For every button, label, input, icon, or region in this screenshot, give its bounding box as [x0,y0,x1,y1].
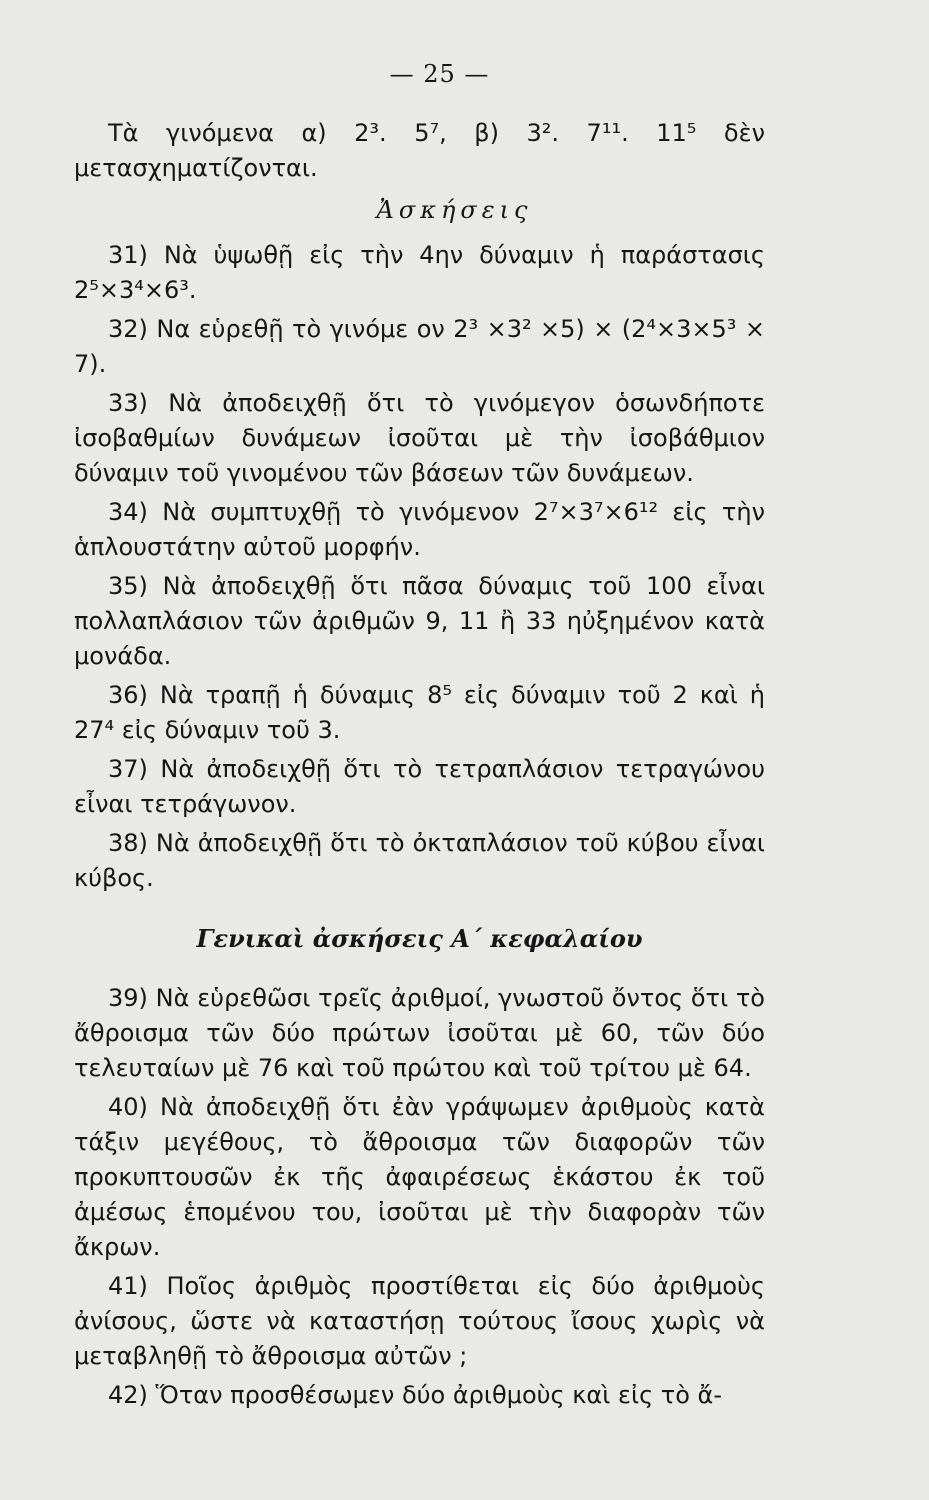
exercise-number: 39) [108,984,148,1012]
intro-paragraph [74,116,765,186]
exercise-39 [74,981,765,1086]
exercise-number: 42) [108,1381,148,1409]
exercise-text: Νὰ ἀποδειχθῇ ὅτι τὸ τετραπλάσιον τετραγώνου εἶναι τετράγωνον. [74,755,765,818]
exercise-34 [74,495,765,565]
exercise-text: Νὰ ἀποδειχθῇ ὅτι πᾶσα δύναμις τοῦ 100 εἶναι πολλαπλάσιον τῶν ἀριθμῶν 9, 11 ἢ 33 ηὐξημένον κατὰ μονάδα. [74,572,765,670]
exercise-number: 31) [108,241,148,269]
exercise-33 [74,386,765,491]
exercise-text: Ὅταν προσθέσωμεν δύο ἀριθμοὺς καὶ εἰς τὸ ἄ- [155,1381,723,1409]
exercise-text: Νὰ ἀποδειχθῇ ὅτι ἐὰν γράψωμεν ἀριθμοὺς κατὰ τάξιν μεγέθους, τὸ ἄθροισμα τῶν διαφορῶν τῶν προκυπτουσῶν ἐκ τῆς ἀφαιρέσεως ἑκάστου ἐκ τοῦ ἀμέσως ἑπομένου του, ἰσοῦται μὲ τὴν διαφορὰν τῶν ἄκρων. [74,1093,765,1261]
exercise-text: Νὰ τραπῇ ἡ δύναμις 8⁵ εἰς δύναμιν τοῦ 2 καὶ ἡ 27⁴ εἰς δύναμιν τοῦ 3. [74,681,765,744]
exercise-37 [74,752,765,822]
page-number: — 25 — [389,60,490,88]
exercise-36 [74,678,765,748]
exercise-text: Νὰ συμπτυχθῇ τὸ γινόμενον 2⁷×3⁷×6¹² εἰς τὴν ἁπλουστάτην αὐτοῦ μορφήν. [74,498,765,561]
exercise-list-a [74,238,765,896]
exercise-41 [74,1269,765,1374]
exercise-38 [74,826,765,896]
exercise-text: Ποῖος ἀριθμὸς προστίθεται εἰς δύο ἀριθμοὺς ἀνίσους, ὥστε νὰ καταστήσῃ τούτους ἴσους χωρὶς νὰ μεταβληθῇ τὸ ἄθροισμα αὐτῶν ; [74,1272,765,1370]
exercise-number: 33) [108,389,148,417]
exercise-number: 38) [108,829,148,857]
exercise-text: Νὰ εὑρεθῶσι τρεῖς ἀριθμοί, γνωστοῦ ὄντος ὅτι τὸ ἄθροισμα τῶν δύο πρώτων ἰσοῦται μὲ 60, τῶν δύο τελευταίων μὲ 76 καὶ τοῦ πρώτου καὶ τοῦ τρίτου μὲ 64. [74,984,765,1082]
exercise-number: 37) [108,755,148,783]
section-title-exercises: Ἀσκήσεις [376,196,533,224]
exercise-number: 41) [108,1272,148,1300]
exercise-35 [74,569,765,674]
exercise-text: Νὰ ἀποδειχθῇ ὅτι τὸ ὀκταπλάσιον τοῦ κύβου εἶναι κύβος. [74,829,765,892]
exercise-number: 32) [108,315,148,343]
exercise-text: Να εὑρεθῇ τὸ γινόμε ον 2³ ×3² ×5) × (2⁴×3×5³ × 7). [74,315,765,378]
exercise-list-b [74,981,765,1413]
exercise-number: 34) [108,498,148,526]
exercise-40 [74,1090,765,1265]
exercise-31 [74,238,765,308]
section-title-general-exercises: Γενικαὶ ἀσκήσεις Α΄ κεφαλαίου [196,924,643,953]
exercise-number: 40) [108,1093,148,1121]
exercise-number: 35) [108,572,148,600]
exercise-text: Νὰ ἀποδειχθῇ ὅτι τὸ γινόμεγον ὁσωνδήποτε ἰσοβαθμίων δυνάμεων ἰσοῦται μὲ τὴν ἰσοβάθμιον δύναμιν τοῦ γινομένου τῶν βάσεων τῶν δυνάμεων. [74,389,765,487]
intro-text: Τὰ γινόμενα α) 2³. 5⁷, β) 3². 7¹¹. 11⁵ δὲν μετασχηματίζονται. [74,119,765,182]
exercise-number: 36) [108,681,148,709]
exercise-42 [74,1378,765,1413]
exercise-32 [74,312,765,382]
exercise-text: Νὰ ὑψωθῇ εἰς τὴν 4ην δύναμιν ἡ παράστασις 2⁵×3⁴×6³. [74,241,765,304]
